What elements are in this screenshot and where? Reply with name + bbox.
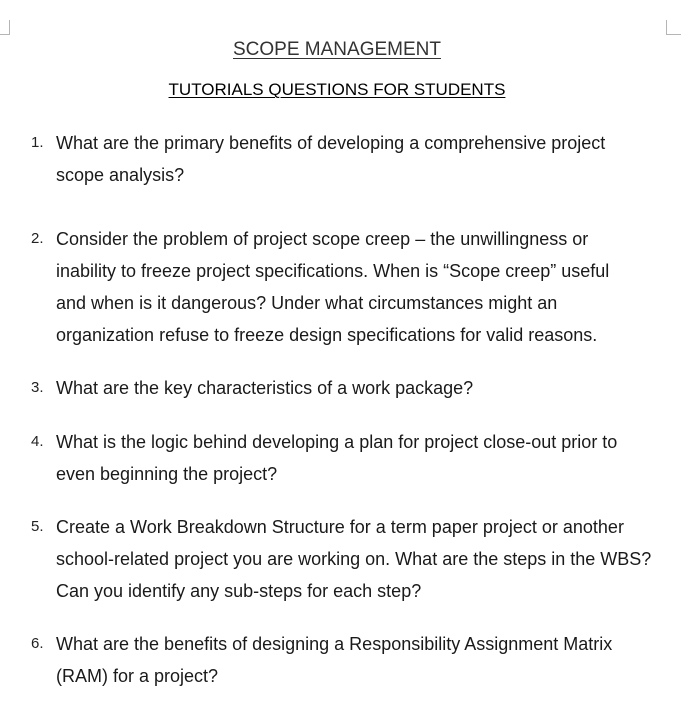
- page-corner-mark-right: [666, 20, 681, 35]
- question-text: [56, 127, 674, 191]
- question-number: 2.: [31, 230, 44, 247]
- question-number: 6.: [31, 635, 44, 652]
- question-line: scope analysis?: [56, 165, 185, 185]
- question-line: school-related project you are working on. What are the steps in the WBS?: [56, 549, 652, 569]
- question-line: Create a Work Breakdown Structure for a term paper project or another: [56, 517, 624, 537]
- question-text: [56, 511, 674, 607]
- question-line: organization refuse to freeze design specifications for valid reasons.: [56, 325, 598, 345]
- question-line: What are the benefits of designing a Responsibility Assignment Matrix: [56, 634, 613, 654]
- question-text: [56, 372, 674, 404]
- question-line: inability to freeze project specifications. When is “Scope creep” useful: [56, 261, 610, 281]
- question-number: 5.: [31, 518, 44, 535]
- page-corner-mark-left: [0, 20, 10, 35]
- question-line: Can you identify any sub-steps for each step?: [56, 581, 422, 601]
- question-number: 4.: [31, 433, 44, 450]
- question-line: (RAM) for a project?: [56, 666, 219, 686]
- question-line: What is the logic behind developing a plan for project close-out prior to: [56, 432, 618, 452]
- question-line: even beginning the project?: [56, 464, 278, 484]
- question-line: What are the primary benefits of developing a comprehensive project: [56, 133, 606, 153]
- document-subtitle: TUTORIALS QUESTIONS FOR STUDENTS: [168, 80, 506, 99]
- question-number: 3.: [31, 379, 44, 396]
- question-line: and when is it dangerous? Under what circumstances might an: [56, 293, 558, 313]
- question-text: [56, 628, 674, 692]
- question-number: 1.: [31, 134, 44, 151]
- question-line: Consider the problem of project scope creep – the unwillingness or: [56, 229, 589, 249]
- question-line: What are the key characteristics of a work package?: [56, 378, 474, 398]
- question-text: [56, 426, 674, 490]
- question-text: [56, 223, 674, 351]
- document-title: SCOPE MANAGEMENT: [233, 39, 441, 60]
